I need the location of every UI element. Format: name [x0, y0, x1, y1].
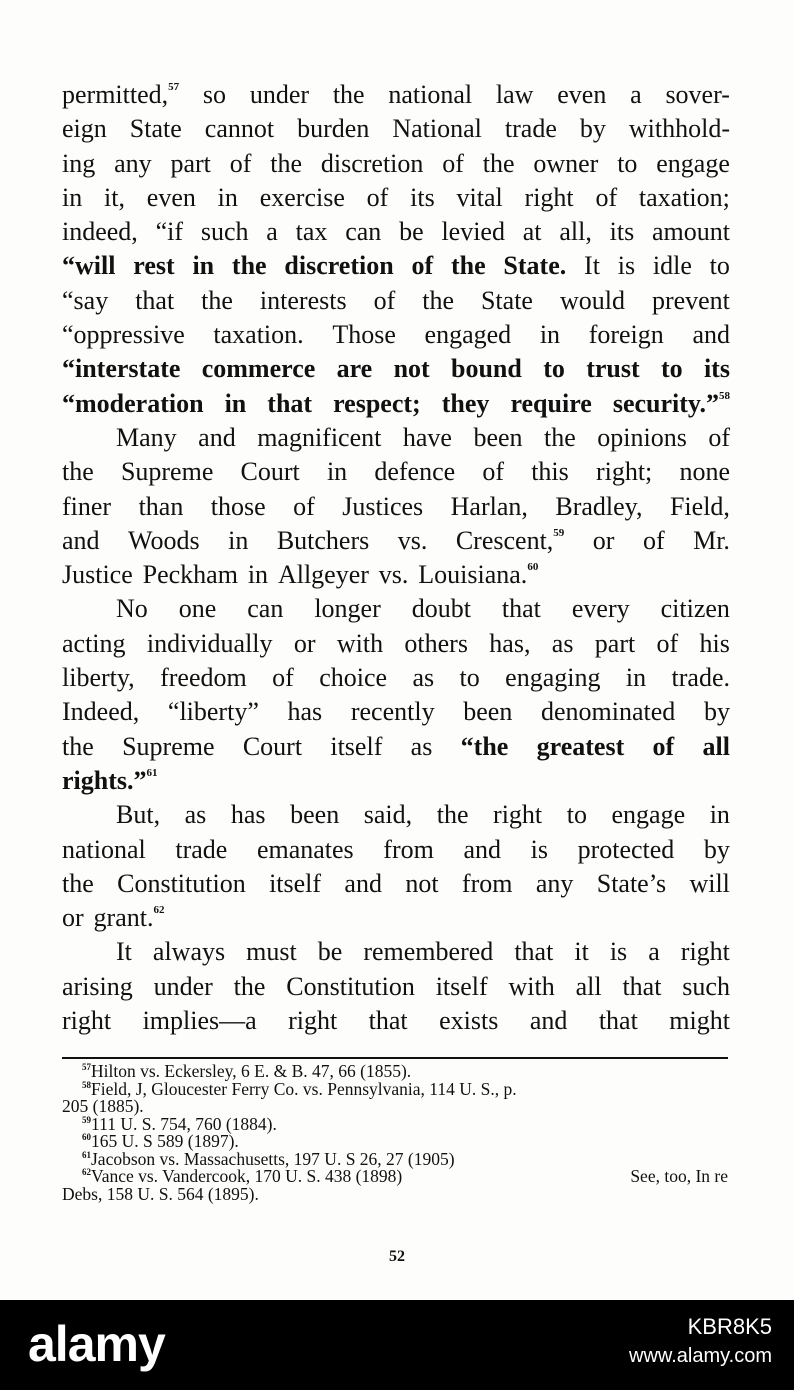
footnote	[62, 1183, 728, 1204]
word: idle	[652, 251, 692, 281]
word: in	[539, 320, 561, 350]
word: rest	[133, 251, 175, 281]
word: of	[595, 182, 618, 212]
text-line	[62, 318, 730, 352]
word: Court	[240, 457, 300, 487]
text-line	[62, 867, 730, 901]
word: eign	[62, 114, 107, 144]
word: engage	[611, 800, 686, 830]
word: trade	[175, 834, 228, 864]
word: vs.	[378, 560, 409, 590]
word: permitted,$^{57}$	[62, 80, 180, 109]
word: all	[702, 731, 730, 761]
footnote-text: 165 U. S 589 (1897).	[91, 1131, 239, 1151]
word: longer	[314, 594, 381, 624]
footnote-text: 205 (1885).	[62, 1096, 144, 1116]
word: State.	[503, 251, 567, 281]
word: State	[480, 285, 533, 315]
word: those	[210, 491, 266, 521]
word: exists	[439, 1006, 499, 1036]
word: to	[566, 800, 587, 830]
word: interests	[259, 285, 347, 315]
footnote-number: 62	[82, 1167, 91, 1177]
word: from	[461, 868, 513, 898]
text-line	[62, 798, 730, 832]
word: amount	[652, 217, 730, 247]
word: might	[669, 1006, 730, 1036]
word: at	[522, 217, 542, 247]
word: freedom	[160, 663, 247, 693]
word: cannot	[204, 114, 275, 144]
footnote-ref: 59	[553, 526, 565, 539]
footnote-text: Vance vs. Vandercook, 170 U. S. 438 (1898)	[91, 1166, 403, 1186]
word: none	[679, 457, 730, 487]
banner-info	[629, 1312, 772, 1370]
word: trust	[586, 354, 640, 384]
text-line	[62, 455, 730, 489]
text-line	[62, 181, 730, 215]
word: prevent	[651, 285, 730, 315]
word: of	[482, 457, 505, 487]
word: Justices	[342, 491, 424, 521]
word: Crescent,$^{59}$	[455, 525, 565, 555]
word: the	[62, 731, 94, 761]
word: or	[293, 628, 316, 658]
word: that	[501, 594, 541, 624]
word: finer	[62, 491, 112, 521]
word: a	[266, 217, 278, 247]
word: magnificent	[257, 422, 382, 452]
word: the	[544, 422, 576, 452]
word: national	[388, 80, 473, 109]
word: every	[571, 594, 630, 624]
footnote-text: Debs, 158 U. S. 564 (1895).	[62, 1183, 259, 1204]
text-line	[62, 970, 730, 1004]
word: sover-	[665, 80, 730, 109]
word: a	[648, 937, 660, 967]
word: engaging	[505, 663, 601, 693]
text-line	[62, 387, 730, 421]
word: itself	[330, 731, 383, 761]
word: in	[709, 800, 730, 830]
word: Indeed,	[62, 697, 140, 727]
footnote-ref: 57	[168, 81, 180, 93]
word: that	[135, 285, 175, 315]
word: Constitution	[117, 868, 246, 898]
word: engage	[656, 148, 730, 178]
word: and	[62, 525, 100, 555]
word: Harlan,	[450, 491, 528, 521]
word: that	[514, 937, 554, 967]
word: or	[62, 903, 84, 933]
word: a	[630, 80, 642, 109]
word: Court	[242, 731, 303, 761]
word: “the	[460, 731, 509, 761]
word: the	[231, 251, 267, 281]
word: it	[574, 937, 589, 967]
word: trade.	[671, 663, 730, 693]
word: they	[441, 388, 490, 418]
text-line	[62, 490, 730, 524]
word: to	[459, 663, 480, 693]
word: Many	[116, 422, 177, 452]
footnote-text: Field, J, Gloucester Ferry Co. vs. Pennsylvania, 114 U. S., p.	[91, 1078, 517, 1099]
word: his	[699, 628, 730, 658]
word: the	[233, 971, 266, 1001]
word: and	[463, 834, 501, 864]
word: trade	[504, 114, 557, 144]
word: always	[152, 937, 226, 967]
footnote-text: Jacobson vs. Massachusetts, 197 U. S 26, 27 (1905)	[91, 1148, 455, 1169]
word: and	[198, 422, 236, 452]
word: remembered	[363, 937, 494, 967]
word: discretion	[320, 148, 424, 178]
word: of	[373, 285, 396, 315]
word: as	[551, 628, 574, 658]
word: Those	[332, 320, 396, 350]
word: vital	[456, 182, 503, 212]
word: discretion	[284, 251, 394, 281]
footnotes	[62, 1063, 728, 1203]
word: individually	[146, 628, 273, 658]
word: Bradley,	[555, 491, 643, 521]
word: has,	[489, 628, 531, 658]
word: as	[184, 800, 207, 830]
word: to	[617, 148, 638, 178]
word: the	[201, 285, 233, 315]
word: opinions	[597, 422, 687, 452]
word: withhold-	[628, 114, 730, 144]
word: the	[62, 868, 94, 898]
word: from	[383, 834, 434, 864]
text-line	[62, 421, 730, 455]
word: the	[482, 148, 515, 178]
word: of	[411, 251, 434, 281]
word: right	[680, 937, 730, 967]
image-id: KBR8K5	[687, 1314, 772, 1339]
word: It	[116, 937, 132, 967]
word: that	[622, 971, 662, 1001]
text-line	[62, 215, 730, 249]
word: under	[153, 971, 213, 1001]
word: “oppressive	[62, 320, 185, 350]
word: not	[393, 354, 430, 384]
word: security.”$^{58}$	[612, 388, 730, 418]
word: and	[529, 1006, 568, 1036]
word: and	[344, 868, 382, 898]
word: and	[692, 320, 730, 350]
word: State	[129, 114, 182, 144]
footnote-ref: 61	[146, 766, 158, 779]
word: grant.$^{62}$	[93, 903, 165, 933]
word: of	[272, 663, 294, 693]
word: the	[450, 251, 486, 281]
text-line	[62, 935, 730, 969]
word: its	[703, 354, 730, 384]
word: Supreme	[120, 457, 214, 487]
word: not	[405, 868, 439, 898]
word: Constitution	[286, 971, 415, 1001]
word: the	[270, 148, 303, 178]
text-line	[62, 147, 730, 181]
word: national	[62, 834, 146, 864]
text-line	[62, 249, 730, 283]
body-text	[62, 78, 730, 1038]
word: with	[508, 971, 555, 1001]
word: its	[609, 217, 635, 247]
word: with	[336, 628, 384, 658]
word: itself	[435, 971, 488, 1001]
text-line	[62, 78, 730, 112]
word: Supreme	[122, 731, 215, 761]
word: by	[703, 697, 730, 727]
word: State’s	[596, 868, 667, 898]
footnote-number: 59	[82, 1114, 91, 1125]
word: Butchers	[276, 525, 370, 555]
word: been	[290, 800, 340, 830]
word: is	[530, 834, 548, 864]
word: part	[594, 628, 636, 658]
word: that	[598, 1006, 638, 1036]
word: It	[584, 251, 600, 281]
word: in	[62, 182, 83, 212]
word: burden	[297, 114, 370, 144]
word: of	[652, 731, 675, 761]
word: its	[410, 182, 435, 212]
word: has	[230, 800, 266, 830]
word: owner	[533, 148, 599, 178]
word: to	[709, 251, 730, 281]
word: But,	[116, 800, 161, 830]
word: tax	[295, 217, 328, 247]
word: will	[689, 868, 730, 898]
text-line	[62, 730, 730, 764]
word: by	[703, 834, 730, 864]
word: ing	[62, 148, 96, 178]
word: of	[293, 491, 315, 521]
word: No	[116, 594, 148, 624]
word: doubt	[411, 594, 471, 624]
footnote-number: 60	[82, 1132, 91, 1142]
word: “if	[155, 217, 184, 247]
word: Peckham	[142, 560, 238, 590]
word: “say	[62, 285, 109, 315]
word: Field,	[669, 491, 730, 521]
word: protected	[577, 834, 675, 864]
word: choice	[319, 663, 388, 693]
text-line	[62, 627, 730, 661]
word: of	[366, 182, 389, 212]
text-line	[62, 592, 730, 626]
site-url: www.alamy.com	[629, 1345, 772, 1367]
word: itself	[269, 868, 322, 898]
text-line	[62, 284, 730, 318]
watermark-banner	[0, 1300, 794, 1390]
word: others	[404, 628, 468, 658]
word: right;	[595, 457, 653, 487]
word: as	[412, 663, 435, 693]
word: are	[336, 354, 373, 384]
word: Justice	[62, 560, 133, 590]
word: right	[62, 1006, 112, 1036]
word: the	[332, 80, 365, 109]
footnote-text-right: See, too, In re	[630, 1166, 728, 1186]
word: taxation.	[213, 320, 304, 350]
word: acting	[62, 628, 126, 658]
word: been	[463, 697, 513, 727]
text-line	[62, 352, 730, 386]
word: has	[287, 697, 323, 727]
text-line	[62, 558, 730, 592]
word: than	[138, 491, 184, 521]
word: of	[229, 148, 252, 178]
word: would	[559, 285, 625, 315]
word: of	[442, 148, 464, 178]
word: so	[202, 80, 227, 109]
word: arising	[62, 971, 133, 1001]
word: of	[642, 525, 665, 555]
word: the	[436, 800, 469, 830]
word: can	[345, 217, 382, 247]
word: foreign	[588, 320, 664, 350]
word: “moderation	[62, 388, 204, 418]
footnote-text: Hilton vs. Eckersley, 6 E. & B. 47, 66 (1855).	[91, 1061, 412, 1081]
footnote-number: 57	[82, 1062, 91, 1072]
text-line	[62, 661, 730, 695]
footnote-text: 111 U. S. 754, 760 (1884).	[91, 1113, 277, 1134]
word: is	[617, 251, 636, 281]
word: indeed,	[62, 217, 138, 247]
word: citizen	[660, 594, 730, 624]
word: respect;	[333, 388, 421, 418]
word: to	[660, 354, 683, 384]
word: denominated	[540, 697, 676, 727]
text-line	[62, 112, 730, 146]
page-number: 52	[389, 1248, 405, 1265]
word: emanates	[256, 834, 354, 864]
text-line	[62, 1004, 730, 1038]
word: one	[178, 594, 217, 624]
footnote-number: 61	[82, 1149, 91, 1160]
word: in	[326, 457, 348, 487]
word: that	[267, 388, 313, 418]
word: the	[422, 285, 454, 315]
word: “liberty”	[167, 697, 259, 727]
word: any	[535, 868, 574, 898]
word: liberty,	[62, 663, 135, 693]
word: is	[609, 937, 628, 967]
word: in	[192, 251, 215, 281]
footnote-rule	[62, 1057, 728, 1059]
text-line	[62, 695, 730, 729]
word: recently	[350, 697, 435, 727]
word: Woods	[128, 525, 200, 555]
word: require	[510, 388, 592, 418]
word: rights.”$^{61}$	[62, 765, 158, 795]
word: exercise	[259, 182, 345, 212]
word: all	[575, 971, 602, 1001]
word: defence	[374, 457, 456, 487]
word: such	[682, 971, 730, 1001]
word: right	[288, 1006, 338, 1036]
text-line	[62, 524, 730, 558]
word: National	[392, 114, 482, 144]
word: been	[473, 422, 523, 452]
word: taxation;	[638, 182, 730, 212]
footnote-ref: 58	[719, 389, 730, 402]
word: or	[592, 525, 615, 555]
word: greatest	[536, 731, 625, 761]
word: any	[114, 148, 152, 178]
word: must	[246, 937, 297, 967]
word: levied	[441, 217, 505, 247]
word: as	[410, 731, 433, 761]
word: to	[543, 354, 565, 384]
footnote-ref: 62	[153, 904, 165, 917]
word: engaged	[424, 320, 512, 350]
word: by	[579, 114, 606, 144]
word: even	[557, 80, 607, 109]
word: in	[217, 182, 238, 212]
word: have	[402, 422, 452, 452]
word: implies—a	[142, 1006, 257, 1036]
word: under	[249, 80, 310, 109]
word: said,	[363, 800, 413, 830]
word: bound	[451, 354, 522, 384]
word: in	[228, 525, 249, 555]
word: Mr.	[693, 525, 730, 555]
word: in	[224, 388, 247, 418]
word: Allgeyer	[277, 560, 369, 590]
footnote-number: 58	[82, 1079, 91, 1090]
word: that	[368, 1006, 408, 1036]
word: right	[524, 182, 574, 212]
footnote-ref: 60	[527, 561, 539, 574]
word: commerce	[201, 354, 316, 384]
word: can	[247, 594, 284, 624]
word: part	[170, 148, 211, 178]
word: of	[708, 422, 730, 452]
word: even	[146, 182, 196, 212]
word: law	[495, 80, 534, 109]
word: “will	[62, 251, 116, 281]
word: Louisiana.$^{60}$	[418, 560, 539, 590]
text-line	[62, 833, 730, 867]
text-line	[62, 901, 730, 935]
word: in	[625, 663, 647, 693]
text-line	[62, 764, 730, 798]
word: the	[62, 457, 94, 487]
word: be	[317, 937, 343, 967]
footnote	[62, 1078, 728, 1099]
word: vs.	[397, 525, 428, 555]
alamy-logo: alamy	[28, 1316, 165, 1372]
word: be	[399, 217, 424, 247]
word: it,	[104, 182, 125, 212]
word: of	[656, 628, 679, 658]
word: in	[247, 560, 269, 590]
word: such	[200, 217, 249, 247]
word: “interstate	[62, 354, 181, 384]
word: right	[493, 800, 543, 830]
word: all,	[559, 217, 592, 247]
word: this	[531, 457, 569, 487]
